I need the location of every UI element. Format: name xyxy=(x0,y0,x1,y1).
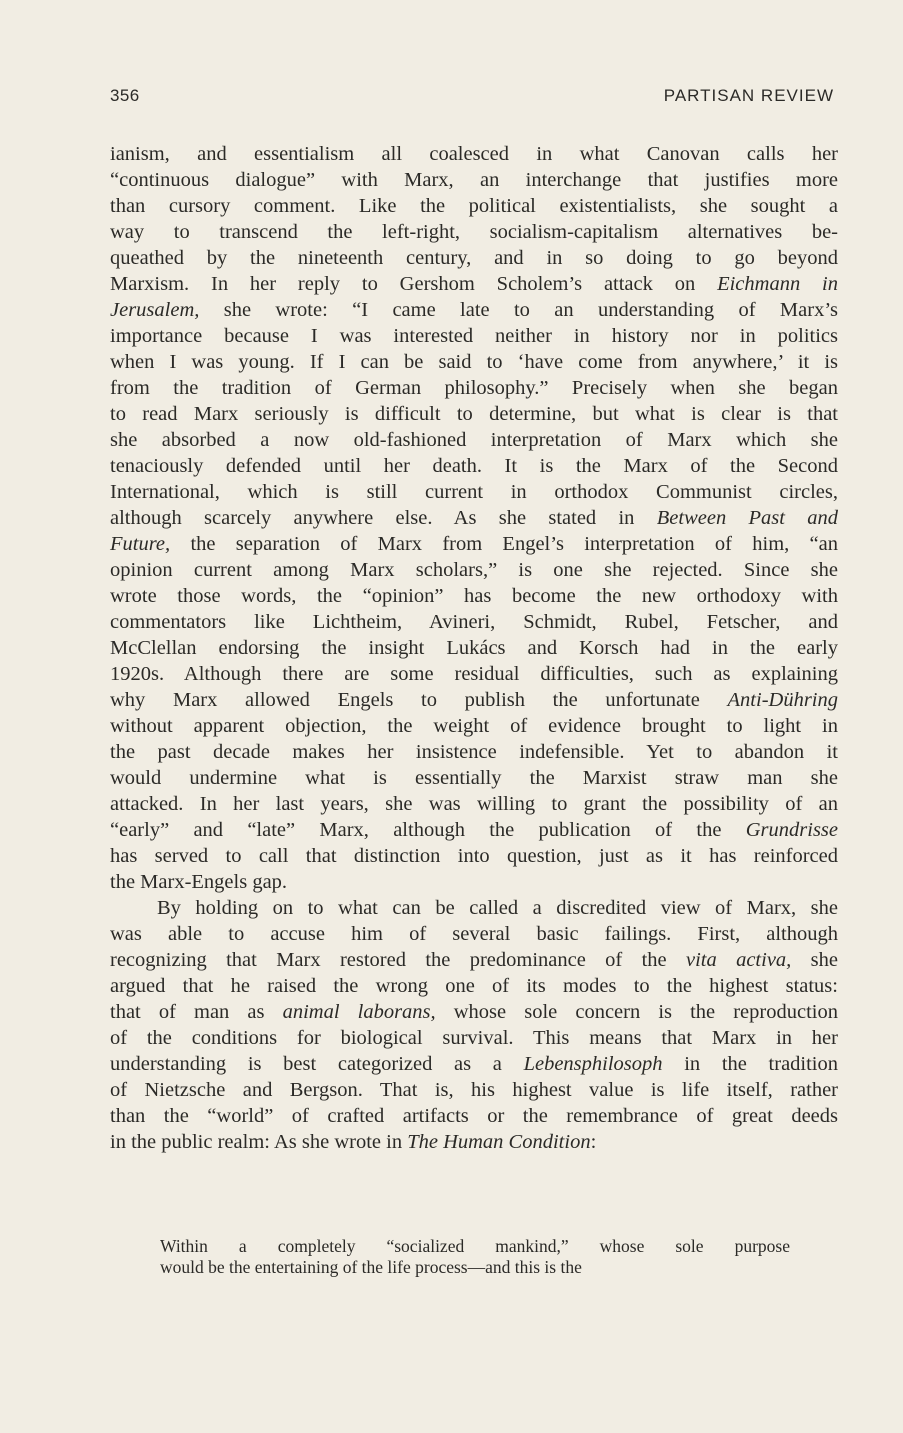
italic-text: animal laborans, xyxy=(282,1001,436,1023)
text-segment: would undermine what is essentially the Marxist straw man she xyxy=(110,767,838,789)
text-line xyxy=(110,947,838,973)
text-line xyxy=(110,583,838,609)
italic-text: Lebensphilosoph xyxy=(523,1053,663,1075)
text-segment: recognizing that Marx restored the predominance of the xyxy=(110,949,686,971)
text-line xyxy=(110,141,838,167)
text-segment: wrote those words, the “opinion” has become the new orthodoxy with xyxy=(110,585,838,607)
text-line xyxy=(110,791,838,817)
text-segment: argued that he raised the wrong one of its modes to the highest status: xyxy=(110,975,838,997)
text-segment: understanding is best categorized as a xyxy=(110,1053,524,1075)
text-line xyxy=(110,661,838,687)
page-header xyxy=(110,86,834,110)
text-segment: By holding on to what can be called a discredited view of Marx, she xyxy=(157,897,838,919)
paragraph-1 xyxy=(110,141,838,895)
text-line xyxy=(110,297,838,323)
body-text xyxy=(110,141,838,1155)
block-quote xyxy=(160,1236,790,1278)
text-segment: queathed by the nineteenth century, and in so doing to go beyond xyxy=(110,247,838,269)
text-segment: of the conditions for biological survival. This means that Marx in her xyxy=(110,1027,838,1049)
text-line xyxy=(110,245,838,271)
text-segment: : xyxy=(590,1131,597,1153)
text-segment: was able to accuse him of several basic failings. First, although xyxy=(110,923,838,945)
text-line xyxy=(110,427,838,453)
text-segment: ianism, and essentialism all coalesced in what Canovan calls her xyxy=(110,143,838,165)
italic-text: The Human Condition xyxy=(407,1131,591,1153)
text-segment: in the tradition xyxy=(662,1053,838,1075)
text-segment: to read Marx seriously is difficult to determine, but what is clear is that xyxy=(110,403,838,425)
text-line xyxy=(110,739,838,765)
text-line xyxy=(110,271,838,297)
text-segment: she wrote: “I came late to an understanding of Marx’s xyxy=(199,299,838,321)
text-line xyxy=(110,193,838,219)
text-segment: the past decade makes her insistence indefensible. Yet to abandon it xyxy=(110,741,838,763)
text-line xyxy=(110,1129,838,1155)
text-segment: way to transcend the left-right, socialism-capitalism alternatives be- xyxy=(110,221,838,243)
text-line xyxy=(110,895,838,921)
text-segment: Marxism. In her reply to Gershom Scholem’s attack on xyxy=(110,273,718,295)
text-line xyxy=(110,323,838,349)
text-segment: the separation of Marx from Engel’s interpretation of him, “an xyxy=(170,533,838,555)
text-line xyxy=(110,531,838,557)
text-line xyxy=(110,921,838,947)
italic-text: Future, xyxy=(110,533,171,555)
text-segment: she absorbed a now old-fashioned interpretation of Marx which she xyxy=(110,429,838,451)
text-line xyxy=(110,505,838,531)
text-line xyxy=(110,843,838,869)
text-segment: although scarcely anywhere else. As she stated in xyxy=(110,507,657,529)
text-line xyxy=(110,1051,838,1077)
text-segment: attacked. In her last years, she was willing to grant the possibility of an xyxy=(110,793,838,815)
text-line xyxy=(110,557,838,583)
text-line xyxy=(110,375,838,401)
text-segment: in the public realm: As she wrote in xyxy=(110,1131,408,1153)
text-line xyxy=(110,167,838,193)
text-line xyxy=(110,609,838,635)
italic-text: Anti-Dühring xyxy=(727,689,838,711)
text-segment: whose sole concern is the reproduction xyxy=(435,1001,838,1023)
text-segment: has served to call that distinction into question, just as it has reinforced xyxy=(110,845,838,867)
text-segment: she xyxy=(791,949,838,971)
text-line xyxy=(110,973,838,999)
text-segment: from the tradition of German philosophy.” Precisely when she began xyxy=(110,377,838,399)
text-line xyxy=(110,687,838,713)
page-number: 356 xyxy=(110,86,140,105)
text-line xyxy=(110,349,838,375)
italic-text: Eichmann in xyxy=(717,273,838,295)
text-segment: commentators like Lichtheim, Avineri, Schmidt, Rubel, Fetscher, and xyxy=(110,611,838,633)
text-segment: McClellan endorsing the insight Lukács and Korsch had in the early xyxy=(110,637,838,659)
text-segment: without apparent objection, the weight of evidence brought to light in xyxy=(110,715,838,737)
text-line xyxy=(110,869,838,895)
text-line xyxy=(110,219,838,245)
text-segment: 1920s. Although there are some residual difficulties, such as explaining xyxy=(110,663,838,685)
text-line xyxy=(110,817,838,843)
running-title: PARTISAN REVIEW xyxy=(663,86,834,105)
text-line xyxy=(110,479,838,505)
text-segment: importance because I was interested neither in history nor in politics xyxy=(110,325,838,347)
italic-text: vita activa, xyxy=(686,949,792,971)
text-segment: “early” and “late” Marx, although the publication of the xyxy=(110,819,746,841)
text-line xyxy=(110,1077,838,1103)
text-segment: the Marx-Engels gap. xyxy=(110,871,288,893)
text-line xyxy=(110,713,838,739)
text-line xyxy=(110,1103,838,1129)
text-line xyxy=(110,765,838,791)
text-segment: “continuous dialogue” with Marx, an interchange that justifies more xyxy=(110,169,838,191)
text-segment: International, which is still current in orthodox Communist circles, xyxy=(110,481,838,503)
text-segment: opinion current among Marx scholars,” is one she rejected. Since she xyxy=(110,559,838,581)
text-line xyxy=(110,635,838,661)
text-segment: why Marx allowed Engels to publish the unfortunate xyxy=(110,689,728,711)
text-segment: that of man as xyxy=(110,1001,283,1023)
text-segment: when I was young. If I can be said to ‘have come from anywhere,’ it is xyxy=(110,351,838,373)
text-segment: of Nietzsche and Bergson. That is, his highest value is life itself, rather xyxy=(110,1079,838,1101)
italic-text: Between Past and xyxy=(656,507,838,529)
text-line xyxy=(110,453,838,479)
text-segment: than cursory comment. Like the political existentialists, she sought a xyxy=(110,195,838,217)
italic-text: Jerusalem, xyxy=(110,299,200,321)
text-line xyxy=(110,1025,838,1051)
text-line xyxy=(110,401,838,427)
italic-text: Grundrisse xyxy=(745,819,838,841)
paragraph-2 xyxy=(110,895,838,1155)
quote-line: would be the entertaining of the life process—and this is the xyxy=(160,1257,582,1277)
text-segment: tenaciously defended until her death. It is the Marx of the Second xyxy=(110,455,838,477)
text-line xyxy=(110,999,838,1025)
quote-line: Within a completely “socialized mankind,” whose sole purpose xyxy=(160,1236,790,1256)
text-segment: than the “world” of crafted artifacts or the remembrance of great deeds xyxy=(110,1105,838,1127)
